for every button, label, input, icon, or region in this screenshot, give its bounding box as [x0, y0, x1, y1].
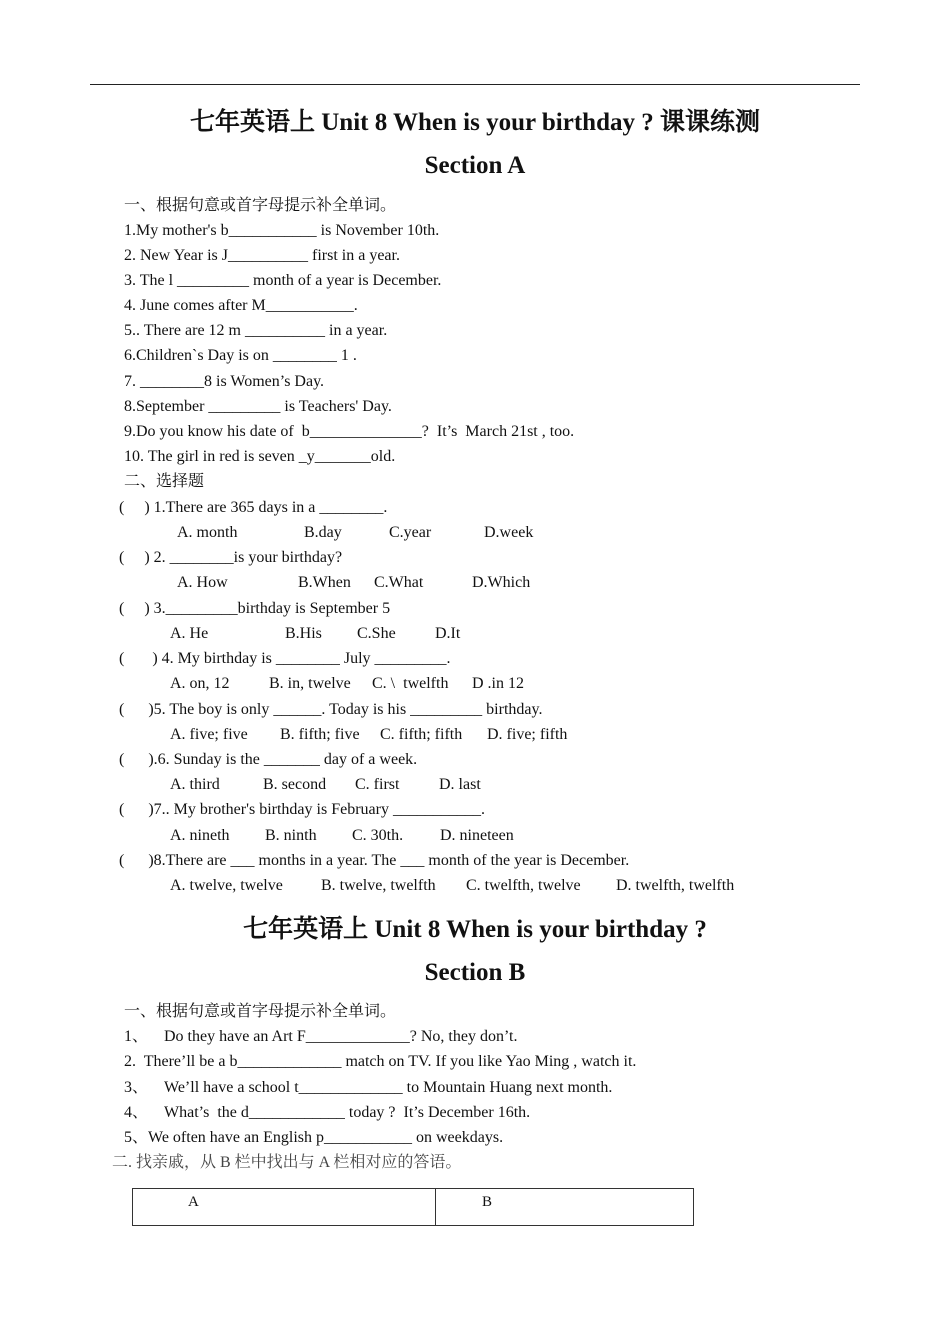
header-rule	[90, 84, 860, 85]
option-c: C.year	[389, 524, 432, 541]
section-a-title: 七年英语上 Unit 8 When is your birthday ? 课课练测	[190, 109, 760, 136]
fill-item: 8.September _________ is Teachers' Day.	[124, 398, 392, 415]
section-b-title: 七年英语上 Unit 8 When is your birthday ?	[243, 916, 707, 943]
option-b: B. in, twelve	[269, 675, 351, 692]
option-c: C. 30th.	[352, 827, 404, 844]
part2-title: 二、选择题	[124, 473, 205, 490]
column-b-header: B	[482, 1194, 493, 1210]
option-c: C. \ twelfth	[372, 675, 449, 692]
option-d: D. nineteen	[440, 827, 514, 844]
fill-item: 2. There’ll be a b_____________ match on TV. If you like Yao Ming , watch it.	[124, 1053, 637, 1070]
option-d: D.Which	[472, 574, 531, 591]
fill-item: 6.Children`s Day is on ________ 1 .	[124, 347, 357, 364]
part1-title: 一、根据句意或首字母提示补全单词。	[124, 1003, 397, 1020]
section-a-heading: Section A	[424, 152, 526, 179]
option-a: A. on, 12	[170, 675, 230, 692]
table-divider	[435, 1189, 436, 1225]
part1-title: 一、根据句意或首字母提示补全单词。	[124, 197, 397, 214]
option-c: C. first	[355, 776, 400, 793]
part2-title: 二. 找亲戚，从 B 栏中找出与 A 栏相对应的答语。	[112, 1154, 462, 1171]
option-d: D .in 12	[472, 675, 524, 692]
option-d: D. twelfth, twelfth	[616, 877, 735, 894]
matching-table	[132, 1188, 694, 1226]
option-a: A. five; five	[170, 726, 248, 743]
option-a: A. twelve, twelve	[170, 877, 283, 894]
question-stem: ( ) 2. ________is your birthday?	[119, 549, 343, 566]
fill-item: 4. June comes after M___________.	[124, 297, 358, 314]
column-a-header: A	[188, 1194, 199, 1210]
option-b: B. second	[263, 776, 327, 793]
fill-item: 1.My mother's b___________ is November 10th.	[124, 222, 440, 239]
option-d: D. last	[439, 776, 481, 793]
option-b: B. fifth; five	[280, 726, 360, 743]
fill-item: 7. ________8 is Women’s Day.	[124, 373, 325, 390]
fill-item: 2. New Year is J__________ first in a year.	[124, 247, 400, 264]
question-stem: ( ) 1.There are 365 days in a ________.	[119, 499, 388, 516]
option-b: B. ninth	[265, 827, 317, 844]
option-a: A. third	[170, 776, 220, 793]
question-stem: ( )7.. My brother's birthday is February ___________.	[119, 801, 485, 818]
fill-item: 3、 We’ll have a school t_____________ to Mountain Huang next month.	[124, 1079, 613, 1096]
fill-item: 10. The girl in red is seven _y_______old.	[124, 448, 396, 465]
question-stem: ( ).6. Sunday is the _______ day of a week.	[119, 751, 418, 768]
question-stem: ( )5. The boy is only ______. Today is his _________ birthday.	[119, 701, 543, 718]
option-b: B.When	[298, 574, 351, 591]
option-c: C. twelfth, twelve	[466, 877, 581, 894]
fill-item: 4、 What’s the d____________ today ? It’s December 16th.	[124, 1104, 531, 1121]
option-c: C. fifth; fifth	[380, 726, 463, 743]
fill-item: 5.. There are 12 m __________ in a year.	[124, 322, 388, 339]
fill-item: 3. The l _________ month of a year is December.	[124, 272, 442, 289]
option-d: D.week	[484, 524, 534, 541]
question-stem: ( ) 3._________birthday is September 5	[119, 600, 391, 617]
option-b: B.His	[285, 625, 322, 642]
option-a: A. He	[170, 625, 209, 642]
section-b-heading: Section B	[424, 959, 526, 986]
option-a: A. month	[177, 524, 238, 541]
fill-item: 9.Do you know his date of b______________? It’s March 21st , too.	[124, 423, 575, 440]
question-stem: ( ) 4. My birthday is ________ July _________.	[119, 650, 451, 667]
question-stem: ( )8.There are ___ months in a year. The ___ month of the year is December.	[119, 852, 630, 869]
option-c: C.What	[374, 574, 424, 591]
option-a: A. nineth	[170, 827, 230, 844]
option-d: D. five; fifth	[487, 726, 568, 743]
fill-item: 5、We often have an English p___________ on weekdays.	[124, 1129, 504, 1146]
option-d: D.It	[435, 625, 461, 642]
option-b: B.day	[304, 524, 342, 541]
fill-item: 1、 Do they have an Art F_____________? No, they don’t.	[124, 1028, 518, 1045]
option-c: C.She	[357, 625, 396, 642]
option-a: A. How	[177, 574, 228, 591]
option-b: B. twelve, twelfth	[321, 877, 436, 894]
